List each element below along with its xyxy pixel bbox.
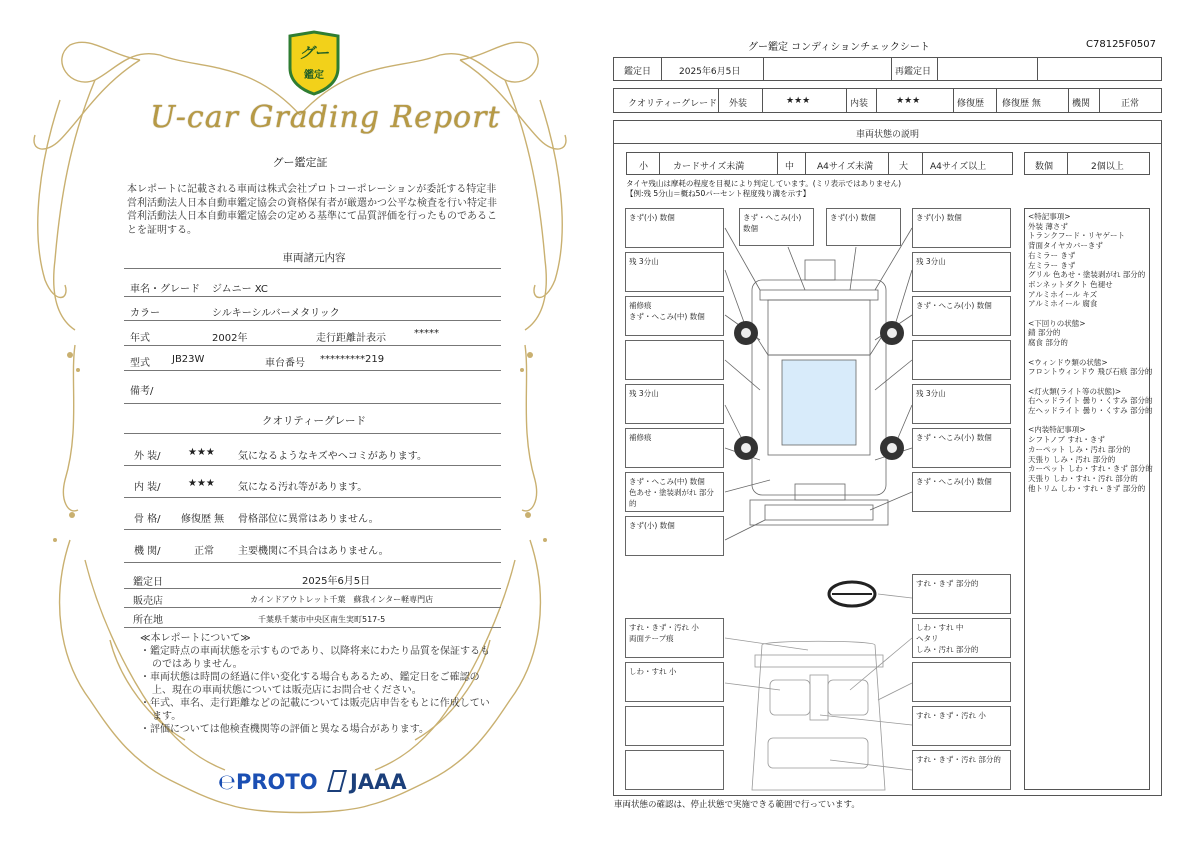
ext-box-right-quarter: きず・へこみ(小) 数個 (912, 428, 1011, 468)
dealer-label: 販売店 (133, 596, 163, 607)
ext-box-tire-fr: 残 3分山 (912, 252, 1011, 292)
int-box-rear-seat (625, 750, 724, 790)
int-value: ★★★ (896, 96, 921, 106)
condition-check-sheet (600, 0, 1200, 848)
ext-box-front-right: きず(小) 数個 (912, 208, 1011, 248)
size-small: 小 (639, 162, 649, 172)
color-value: シルキーシルバーメタリック (212, 308, 340, 319)
special-note-line: 腐食 部分的 (1028, 338, 1068, 348)
int-box-right-trim (912, 662, 1011, 702)
ext-box-right-fender: きず・へこみ(小) 数個 (912, 296, 1011, 336)
name-label: 車名・グレード (130, 284, 200, 295)
report-notes (140, 632, 495, 736)
int-box-cargo: すれ・きず・汚れ 部分的 (912, 750, 1011, 790)
size-mid-desc: A4サイズ未満 (817, 162, 874, 172)
remarks-label: 備考/ (130, 386, 154, 397)
ext-box-tire-rr: 残 3分山 (912, 384, 1011, 424)
chassis-label: 車台番号 (265, 358, 305, 369)
ext-box-front-left: きず(小) 数個 (625, 208, 724, 248)
shield-icon (286, 30, 342, 96)
redate-label: 再鑑定日 (895, 67, 932, 77)
special-note-line: <灯火類(ライト等の状態)> (1028, 386, 1122, 396)
proto-logo: ℮PROTO (218, 770, 318, 794)
quality-desc-engine: 主要機関に不具合はありません。 (238, 546, 389, 557)
special-note-line (1028, 348, 1146, 358)
chassis-value: *********219 (320, 354, 385, 365)
size-small-desc: カードサイズ未満 (673, 162, 745, 172)
quality-label-exterior: 外 装/ (134, 451, 161, 462)
special-note-line (1028, 309, 1146, 319)
badge-text-line1: グー (298, 44, 329, 62)
special-note-line: カーペット しわ・すれ・きず 部分的 (1028, 464, 1153, 474)
ext-label: 外装 (729, 99, 748, 109)
special-note-line: アルミホイール 腐食 (1028, 299, 1098, 309)
mileage-value: ***** (414, 328, 439, 339)
ext-box-tire-fl: 残 3分山 (625, 252, 724, 292)
quality-label-interior: 内 装/ (134, 482, 161, 493)
model-value: JB23W (172, 354, 205, 365)
appraisal-date-value: 2025年6月5日 (302, 576, 371, 587)
special-note-line: <ウィンドウ類の状態> (1028, 357, 1108, 367)
address-value: 千葉県千葉市中央区南生実町517-5 (258, 615, 386, 624)
ext-box-left-fender: 補修痕 きず・へこみ(中) 数個 (625, 296, 724, 336)
special-note-line: 右ミラー きず (1028, 250, 1076, 260)
special-note-line: 右ヘッドライト 曇り・くすみ 部分的 (1028, 396, 1153, 406)
int-box-driver-seat: しわ・すれ 中 へタリ しみ・汚れ 部分的 (912, 618, 1011, 658)
name-value: ジムニー XC (212, 284, 268, 295)
int-box-steering: すれ・きず 部分的 (912, 574, 1011, 614)
mileage-label: 走行距離計表示 (316, 333, 386, 344)
int-box-passenger-seat: しわ・すれ 小 (625, 662, 724, 702)
special-note-line: 左ヘッドライト 曇り・くすみ 部分的 (1028, 406, 1153, 416)
quality-grade-engine: 正常 (194, 546, 214, 557)
badge-text-line2: 鑑定 (304, 70, 324, 81)
repair-value: 修復歴 無 (1002, 99, 1041, 109)
quality-desc-frame: 骨格部位に異常はありません。 (238, 514, 379, 525)
special-note-line: 天張り しみ・汚れ 部分的 (1028, 454, 1116, 464)
notes-heading: ≪本レポートについて≫ (140, 633, 251, 644)
special-note-line: グリル 色あせ・塗装剥がれ 部分的 (1028, 270, 1146, 280)
sheet-footer: 車両状態の確認は、停止状態で実施できる範囲で行っています。 (614, 800, 860, 810)
quality-grade-frame: 修復歴 無 (181, 514, 225, 525)
size-large: 大 (899, 162, 909, 172)
int-box-left-trim (625, 706, 724, 746)
repair-label: 修復歴 (957, 99, 985, 109)
special-note-line: <特記事項> (1028, 212, 1071, 221)
special-note-line: 天張り しわ・すれ・汚れ 部分的 (1028, 473, 1138, 483)
dealer-value: カインドアウトレット千葉 蘇我インター軽専門店 (250, 595, 434, 604)
year-label: 年式 (130, 333, 150, 344)
ext-box-rear-right: きず・へこみ(小) 数個 (912, 472, 1011, 512)
condition-heading: 車両状態の説明 (855, 130, 919, 140)
cert-heading: グー鑑定証 (272, 156, 328, 169)
special-note-line: <内装特記事項> (1028, 425, 1086, 435)
engine-value: 正常 (1121, 99, 1140, 109)
size-mid: 中 (785, 162, 795, 172)
date-label: 鑑定日 (624, 67, 652, 77)
special-note-line (1028, 377, 1146, 387)
count-desc: 2個以上 (1091, 162, 1124, 172)
quality-grade-interior: ★★★ (188, 478, 215, 489)
sheet-id: C78125F0507 (1086, 39, 1156, 50)
year-value: 2002年 (212, 333, 248, 344)
quality-desc-interior: 気になる汚れ等があります。 (238, 482, 368, 493)
ext-box-front-center-right: きず(小) 数個 (826, 208, 901, 246)
note-item: ・年式、車名、走行距離などの記載については販売店申告をもとに作成しています。 (140, 698, 490, 722)
special-note-line: トランクフード・リヤゲート (1028, 231, 1125, 241)
engine-label: 機関 (1072, 99, 1091, 109)
special-note-line: カーペット しみ・汚れ 部分的 (1028, 444, 1131, 454)
quality-label-engine: 機 関/ (134, 546, 161, 557)
special-note-line (1028, 416, 1146, 426)
note-item: ・評価については他検査機関等の評価と異なる場合があります。 (140, 724, 429, 735)
date-value: 2025年6月5日 (679, 67, 741, 77)
ext-box-left-door (625, 340, 724, 380)
qg-label: クオリティーグレード (628, 99, 718, 109)
ext-value: ★★★ (786, 96, 811, 106)
ext-box-rear: きず(小) 数個 (625, 516, 724, 556)
jaaa-logo: JAAA (330, 770, 407, 794)
sheet-title: グー鑑定 コンディションチェックシート (748, 42, 930, 53)
address-label: 所在地 (133, 615, 163, 626)
size-large-desc: A4サイズ以上 (930, 162, 987, 172)
int-box-console: すれ・きず・汚れ 小 (912, 706, 1011, 746)
special-note-line: フロントウィンドウ 飛び石痕 部分的 (1028, 367, 1153, 377)
special-note-line: ボンネットダクト 色褪せ (1028, 279, 1113, 289)
special-notes-box (1024, 208, 1153, 790)
ext-box-left-quarter: 補修痕 (625, 428, 724, 468)
goo-appraisal-badge (286, 30, 342, 96)
quality-label-frame: 骨 格/ (134, 514, 161, 525)
ext-box-right-door (912, 340, 1011, 380)
color-label: カラー (130, 308, 160, 319)
special-note-line: 錆 部分的 (1028, 328, 1061, 338)
quality-heading: クオリティーグレード (262, 415, 366, 427)
special-note-line: 背面タイヤカバーきず (1028, 241, 1103, 251)
appraisal-date-label: 鑑定日 (133, 577, 163, 588)
note-item: ・鑑定時点の車両状態を示すものであり、以降将来にわたり品質を保証するものではありません。 (140, 646, 490, 670)
special-note-line: <下回りの状態> (1028, 318, 1086, 328)
cert-text: 本レポートに記載される車両は株式会社プロトコーポレーションが委託する特定非営利活動法人日本自動車鑑定協会の資格保有者が厳選かつ公平な検査を行い特定非営利活動法人日本自動車鑑定協会の定める基準にて品質評価を行ったものであることを証明する。 (127, 184, 497, 236)
tire-note-1: タイヤ残山は摩耗の程度を目視により判定しています。(ミリ表示ではありません) (626, 179, 902, 188)
special-note-line: シフトノブ すれ・きず (1028, 435, 1105, 445)
tire-note-2: 【例:残 5分山＝概ね50パーセント程度残り溝を示す】 (626, 189, 811, 198)
report-title: U-car Grading Report (150, 100, 501, 135)
ext-box-front-center-left: きず・へこみ(小) 数個 (739, 208, 814, 246)
model-label: 型式 (130, 358, 150, 369)
count-label: 数個 (1035, 162, 1054, 172)
note-item: ・車両状態は時間の経過に伴い変化する場合もあるため、鑑定日をご確認の上、現在の車両状態については販売店にお問合せください。 (140, 672, 480, 696)
special-note-line: 左ミラー きず (1028, 260, 1076, 270)
quality-desc-exterior: 気になるようなキズやヘコミがあります。 (238, 451, 427, 462)
special-notes-list (1028, 212, 1153, 493)
int-box-dashboard: すれ・きず・汚れ 小 両面テープ痕 (625, 618, 724, 658)
special-note-line: 他トリム しわ・すれ・きず 部分的 (1028, 483, 1146, 493)
int-label: 内装 (850, 99, 869, 109)
quality-grade-exterior: ★★★ (188, 447, 215, 458)
special-note-line: アルミホイール キズ (1028, 289, 1098, 299)
specs-heading: 車両諸元内容 (282, 252, 346, 264)
ext-box-tire-rl: 残 3分山 (625, 384, 724, 424)
special-note-line: 外装 薄さず (1028, 221, 1068, 231)
ext-box-rear-left: きず・へこみ(中) 数個 色あせ・塗装剥がれ 部分的 (625, 472, 724, 512)
